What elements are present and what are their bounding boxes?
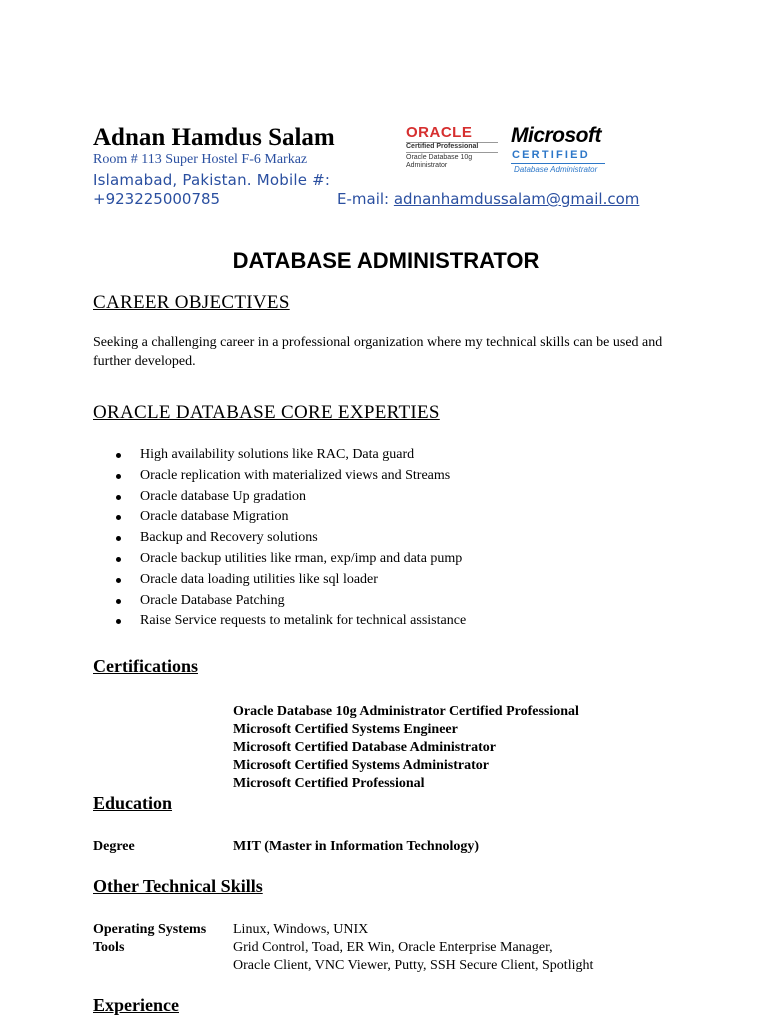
degree-value: MIT (Master in Information Technology) bbox=[233, 839, 480, 854]
phone-number: +923225000785 bbox=[93, 190, 221, 208]
oracle-certified-logo bbox=[406, 124, 500, 174]
microsoft-certified-logo bbox=[511, 124, 611, 178]
microsoft-logo-subtitle: Database Administrator bbox=[514, 165, 598, 174]
operating-systems-label: Operating Systems bbox=[93, 922, 207, 937]
oracle-logo-line3: Administrator bbox=[406, 162, 448, 169]
oracle-logo-line1: Certified Professional bbox=[406, 143, 479, 150]
experience-heading: Experience bbox=[93, 995, 179, 1015]
certification-item: Microsoft Certified Professional bbox=[233, 776, 425, 791]
address-line-1: Room # 113 Super Hostel F-6 Markaz bbox=[93, 152, 308, 167]
expertise-list bbox=[113, 445, 466, 632]
document-title: DATABASE ADMINISTRATOR bbox=[232, 248, 540, 273]
degree-label: Degree bbox=[93, 839, 135, 854]
oracle-logo-divider-2 bbox=[406, 152, 498, 153]
list-item: Oracle database Up gradation bbox=[113, 487, 466, 508]
certifications-heading: Certifications bbox=[93, 656, 198, 676]
list-item: Oracle data loading utilities like sql loader bbox=[113, 570, 466, 591]
certification-item: Microsoft Certified Systems Engineer bbox=[233, 722, 458, 737]
certifications-list bbox=[233, 703, 579, 793]
oracle-logo-line2: Oracle Database 10g bbox=[406, 154, 473, 161]
career-objectives-heading: CAREER OBJECTIVES bbox=[93, 292, 290, 313]
education-heading: Education bbox=[93, 793, 173, 813]
tools-value-line-1: Grid Control, Toad, ER Win, Oracle Enterprise Manager, bbox=[233, 940, 553, 955]
microsoft-logo-divider bbox=[511, 163, 605, 164]
certification-item: Oracle Database 10g Administrator Certified Professional bbox=[233, 704, 579, 719]
list-item: Oracle replication with materialized views and Streams bbox=[113, 466, 466, 487]
tools-value-line-2: Oracle Client, VNC Viewer, Putty, SSH Secure Client, Spotlight bbox=[233, 958, 594, 973]
operating-systems-value: Linux, Windows, UNIX bbox=[233, 922, 369, 937]
email-link[interactable]: adnanhamdussalam@gmail.com bbox=[393, 190, 640, 208]
list-item: Backup and Recovery solutions bbox=[113, 528, 466, 549]
technical-skills-heading: Other Technical Skills bbox=[93, 876, 263, 896]
email-label: E-mail: bbox=[337, 190, 394, 208]
list-item: Oracle database Migration bbox=[113, 507, 466, 528]
list-item: High availability solutions like RAC, Data guard bbox=[113, 445, 466, 466]
career-objectives-text: Seeking a challenging career in a professional organization where my technical skills can be used and further developed. bbox=[93, 335, 663, 369]
tools-label: Tools bbox=[93, 940, 125, 955]
certification-item: Microsoft Certified Database Administrator bbox=[233, 740, 496, 755]
list-item: Oracle Database Patching bbox=[113, 591, 466, 612]
candidate-name: Adnan Hamdus Salam bbox=[93, 124, 335, 151]
oracle-logo-word: ORACLE bbox=[406, 124, 473, 141]
expertise-heading: ORACLE DATABASE CORE EXPERTIES bbox=[93, 402, 440, 423]
certification-item: Microsoft Certified Systems Administrator bbox=[233, 758, 489, 773]
list-item: Raise Service requests to metalink for technical assistance bbox=[113, 611, 466, 632]
email-line bbox=[337, 190, 639, 208]
list-item: Oracle backup utilities like rman, exp/imp and data pump bbox=[113, 549, 466, 570]
microsoft-logo-certified: CERTIFIED bbox=[512, 149, 590, 161]
address-line-2: Islamabad, Pakistan. Mobile #: bbox=[93, 171, 331, 189]
microsoft-logo-word: Microsoft bbox=[511, 124, 601, 147]
